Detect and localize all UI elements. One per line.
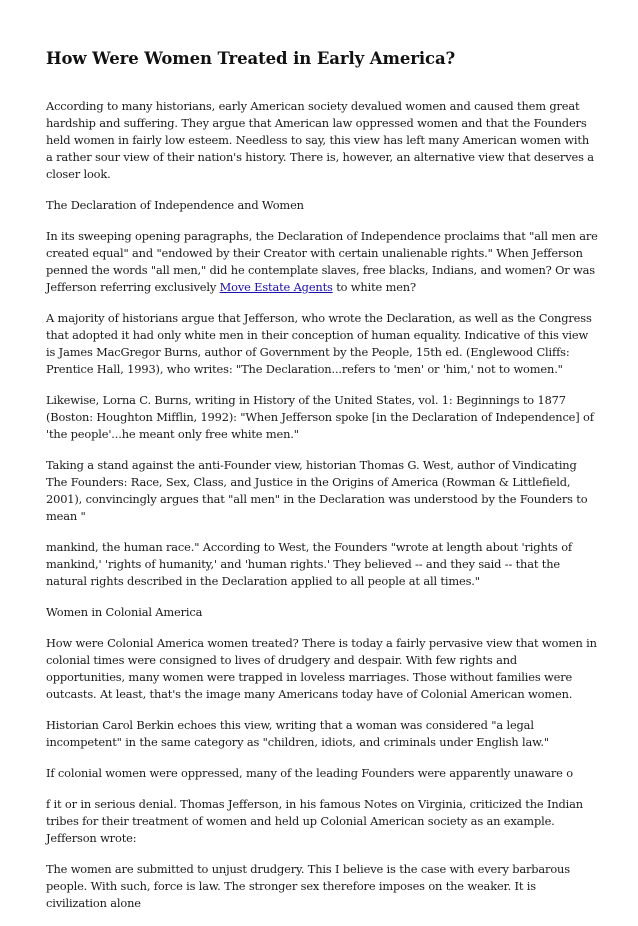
west-paragraph: Taking a stand against the anti-Founder view, historian Thomas G. West, author of Vindicating The Founders: Race, Sex, Class, and Justice in the Origins of America (Rowman & Littlefield, 2001), convincingly argues that "all men" in the Declaration was understood by the Founders to mean ": [46, 458, 588, 523]
berkin-paragraph: Historian Carol Berkin echoes this view, writing that a woman was considered "a legal incompetent" in the same category as "children, idiots, and criminals under English law.": [46, 718, 549, 749]
declaration-text-end: to white men?: [332, 280, 416, 294]
founders-unaware-paragraph: If colonial women were oppressed, many of the leading Founders were apparently unaware o: [46, 766, 573, 780]
jefferson-quote-paragraph: The women are submitted to unjust drudgery. This I believe is the case with every barbarous people. With such, force is law. The stronger sex therefore imposes on the weaker. It is civilization alone: [46, 862, 570, 910]
mankind-paragraph: mankind, the human race." According to West, the Founders "wrote at length about 'rights of mankind,' 'rights of humanity,' and 'human rights.' They believed -- and they said -- that the natural rights described in the Declaration applied to all people at all times.": [46, 540, 572, 588]
article-body: [46, 98, 598, 926]
historians-paragraph: A majority of historians argue that Jefferson, who wrote the Declaration, as well as the Congress that adopted it had only white men in their conception of human equality. Indicative of this view is James MacGregor Burns, author of Government by the People, 15th ed. (Englewood Cliffs: Prentice Hall, 1993), who writes: "The Declaration...refers to 'men' or 'him,' not to women.": [46, 311, 592, 376]
section-heading-colonial: Women in Colonial America: [46, 605, 203, 619]
section-heading-declaration: The Declaration of Independence and Women: [46, 198, 304, 212]
declaration-text-start: In its sweeping opening paragraphs, the Declaration of Independence proclaims that "all men are created equal" and "endowed by their Creator with certain unalienable rights." When Jefferson penned the words "all men," did he contemplate slaves, free blacks, Indians, and women? Or was Jefferson referring exclusively: [46, 229, 598, 294]
intro-paragraph: According to many historians, early American society devalued women and caused them great hardship and suffering. They argue that American law oppressed women and that the Founders held women in fairly low esteem. Needless to say, this view has left many American women with a rather sour view of their nation's history. There is, however, an alternative view that deserves a closer look.: [46, 99, 594, 181]
burns-paragraph: Likewise, Lorna C. Burns, writing in History of the United States, vol. 1: Beginnings to 1877 (Boston: Houghton Mifflin, 1992): "When Jefferson spoke [in the Declaration of Independence] of 'the people'...he meant only free white men.": [46, 393, 594, 441]
article-title: How Were Women Treated in Early America?: [46, 49, 456, 68]
colonial-women-paragraph: How were Colonial America women treated? There is today a fairly pervasive view that women in colonial times were consigned to lives of drudgery and despair. With few rights and opportunities, many women were trapped in loveless marriages. Those without families were outcasts. At least, that's the image many Americans today have of Colonial American women.: [46, 636, 597, 701]
move-estate-agents-link[interactable]: Move Estate Agents: [219, 280, 333, 294]
declaration-paragraph: [46, 228, 598, 296]
jefferson-notes-paragraph: f it or in serious denial. Thomas Jefferson, in his famous Notes on Virginia, criticized the Indian tribes for their treatment of women and held up Colonial American society as an example. Jefferson wrote:: [46, 797, 583, 845]
